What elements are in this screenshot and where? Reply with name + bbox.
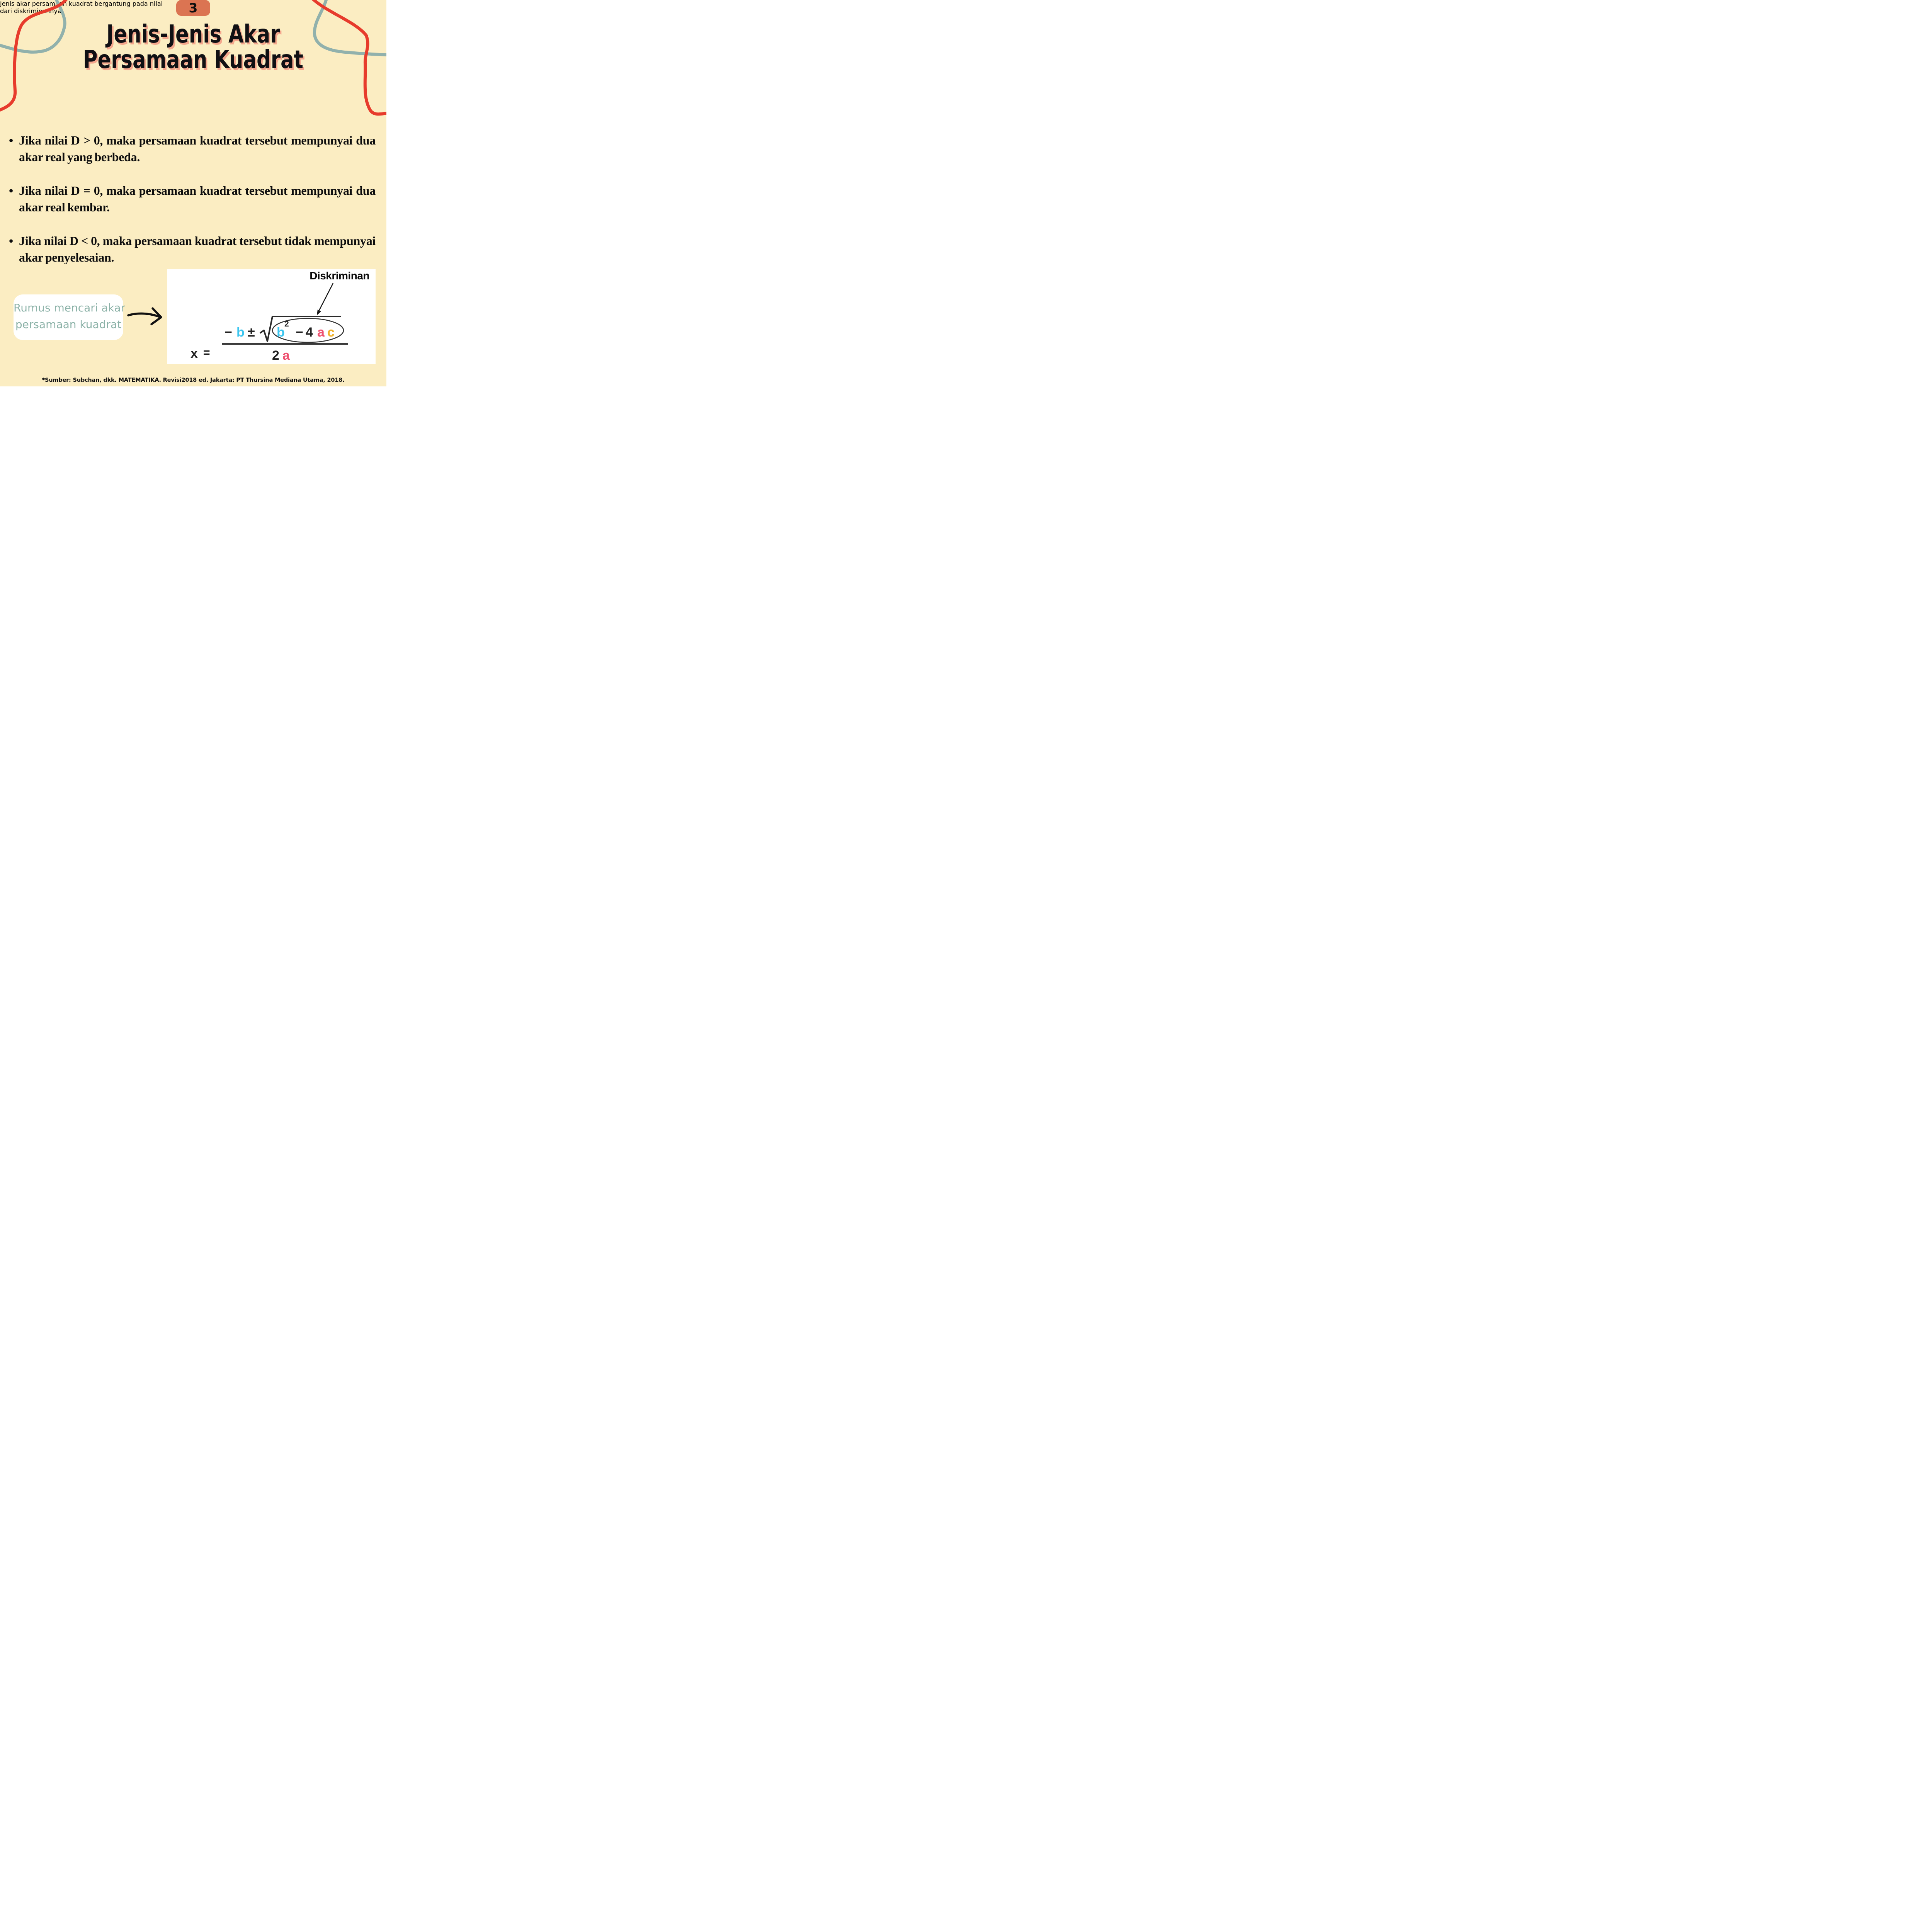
- subtitle-line-2: dari diskriminannya.: [0, 7, 63, 15]
- source-citation: *Sumber: Subchan, dkk. MATEMATIKA. Revisi2018 ed. Jakarta: PT Thursina Mediana Utama, 2018.: [42, 377, 345, 383]
- bullet-item-d-positive: [10, 132, 376, 165]
- bullet-dot: •: [9, 234, 13, 248]
- formula-a: a: [317, 325, 325, 340]
- page-number: 3: [189, 0, 198, 15]
- diskriminan-label: Diskriminan: [310, 270, 369, 282]
- formula-b-squared-exponent: 2: [284, 320, 289, 328]
- formula-c: c: [327, 325, 335, 340]
- subtitle-line-1: Jenis akar persamaan kuadrat bergantung pada nilai: [0, 0, 163, 7]
- formula-two: 2: [272, 348, 279, 363]
- formula-shapes: [167, 269, 376, 364]
- bullet-item-d-zero: [10, 182, 376, 216]
- bullet-text: Jika nilai D = 0, maka persamaan kuadrat tersebut mempunyai dua akar real kembar.: [19, 184, 376, 214]
- title-line-1: Jenis-Jenis Akar: [106, 20, 280, 49]
- diskriminan-arrow-head: [317, 310, 321, 315]
- formula-a-denominator: a: [282, 348, 290, 363]
- formula-equals: =: [203, 346, 210, 359]
- formula-x: x: [190, 346, 198, 361]
- formula-b: b: [236, 325, 245, 340]
- page-number-badge: [176, 0, 210, 16]
- bullet-list: [10, 132, 376, 283]
- formula-b-squared-base: b: [277, 325, 285, 340]
- formula-minus: −: [224, 325, 232, 340]
- page-title: [39, 22, 348, 73]
- bullet-dot: •: [9, 184, 13, 197]
- bullet-text: Jika nilai D > 0, maka persamaan kuadrat tersebut mempunyai dua akar real yang berbeda.: [19, 133, 376, 164]
- bullet-item-d-negative: [10, 233, 376, 266]
- formula-label-box: [14, 294, 123, 340]
- formula-plus-minus: ±: [248, 325, 255, 340]
- bullet-text: Jika nilai D < 0, maka persamaan kuadrat tersebut tidak mempunyai akar penyelesaian.: [19, 234, 376, 264]
- formula-minus-2: −: [296, 325, 303, 340]
- label-line-2: persamaan kuadrat: [15, 318, 122, 331]
- arrow-shaft: [128, 313, 161, 317]
- diskriminan-arrow-line: [318, 283, 333, 312]
- title-line-2: Persamaan Kuadrat: [83, 46, 303, 74]
- formula-four: 4: [306, 325, 313, 340]
- label-line-1: Rumus mencari akar: [14, 301, 125, 314]
- hand-drawn-arrow-icon: [124, 305, 169, 329]
- bullet-dot: •: [9, 133, 13, 147]
- formula-image: [167, 269, 376, 364]
- slide-canvas: [0, 0, 386, 386]
